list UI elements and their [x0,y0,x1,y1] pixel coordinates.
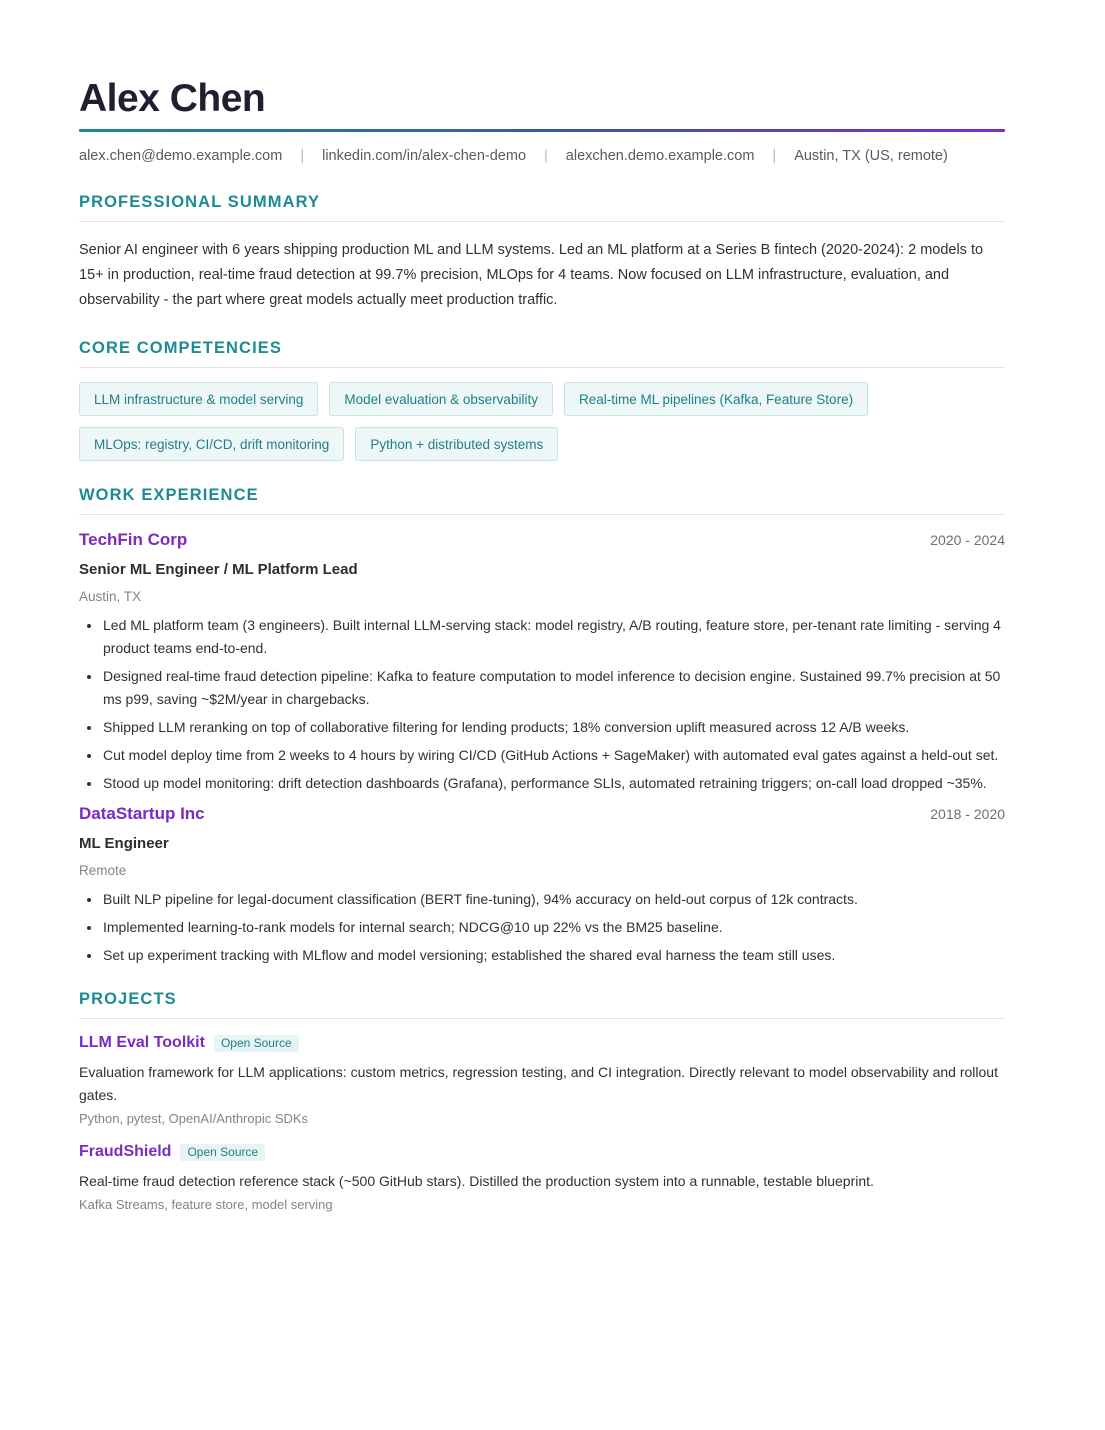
job-bullets [79,888,1005,967]
summary-section [79,192,1005,313]
section-title-summary: PROFESSIONAL SUMMARY [79,193,321,211]
job-entry [79,530,1005,795]
section-divider [79,367,1005,368]
project-description: Evaluation framework for LLM applications: custom metrics, regression testing, and CI integration. Directly relevant to model observability and rollout gates. [79,1064,998,1103]
job-bullets [79,614,1005,795]
job-bullet: Shipped LLM reranking on top of collaborative filtering for lending products; 18% conversion uplift measured across 12 A/B weeks. [79,716,1005,739]
job-bullet: Designed real-time fraud detection pipeline: Kafka to feature computation to model inference to decision engine. Sustained 99.7% precision at 50 ms p99, saving ~$2M/year in chargebacks. [79,665,1005,711]
project-header [79,1143,1005,1161]
job-company: TechFin Corp [79,530,188,549]
section-title-projects: PROJECTS [79,990,177,1008]
contact-bar [79,147,1005,165]
open-source-badge: Open Source [214,1035,299,1052]
section-title-competencies: CORE COMPETENCIES [79,339,282,357]
job-bullet: Built NLP pipeline for legal-document classification (BERT fine-tuning), 94% accuracy on held-out corpus of 12k contracts. [79,888,1005,911]
project-header [79,1034,1005,1052]
contact-separator: | [544,148,548,164]
competencies-section [79,338,1005,461]
project-entry [79,1034,1005,1126]
job-bullet: Implemented learning-to-rank models for internal search; NDCG@10 up 22% vs the BM25 baseline. [79,916,1005,939]
project-tech-stack: Kafka Streams, feature store, model serving [79,1197,333,1212]
job-bullet: Led ML platform team (3 engineers). Built internal LLM-serving stack: model registry, A/B routing, feature store, per-tenant rate limiting - serving 4 product teams end-to-end. [79,614,1005,660]
job-location: Remote [79,863,127,878]
candidate-name: Alex Chen [79,77,266,120]
project-name: FraudShield [79,1143,172,1160]
job-header [79,804,1005,824]
contact-location: Austin, TX (US, remote) [794,148,948,164]
section-divider [79,514,1005,515]
section-divider [79,1018,1005,1019]
competency-tag: MLOps: registry, CI/CD, drift monitoring [79,427,344,461]
header-divider [79,129,1005,132]
project-name: LLM Eval Toolkit [79,1034,205,1051]
competency-tag: Python + distributed systems [355,427,558,461]
competency-tag: Real-time ML pipelines (Kafka, Feature Store) [564,382,868,416]
job-location: Austin, TX [79,589,142,604]
competency-tag: LLM infrastructure & model serving [79,382,318,416]
project-tech-stack: Python, pytest, OpenAI/Anthropic SDKs [79,1111,309,1126]
contact-linkedin[interactable]: linkedin.com/in/alex-chen-demo [322,148,527,164]
job-bullet: Stood up model monitoring: drift detection dashboards (Grafana), performance SLIs, automated retraining triggers; on-call load dropped ~35%. [79,772,1005,795]
contact-separator: | [300,148,305,164]
contact-website[interactable]: alexchen.demo.example.com [565,148,755,164]
job-dates: 2018 - 2020 [930,806,1005,822]
job-entry [79,804,1005,967]
job-bullet: Set up experiment tracking with MLflow and model versioning; established the shared eval harness the team still uses. [79,944,1005,967]
job-role: Senior ML Engineer / ML Platform Lead [79,561,358,578]
job-role: ML Engineer [79,835,169,852]
job-dates: 2020 - 2024 [930,532,1005,548]
summary-text: Senior AI engineer with 6 years shipping production ML and LLM systems. Led an ML platform at a Series B fintech (2020-2024): 2 models to 15+ in production, real-time fraud detection at 99.7% precision, MLOps for 4 teams. Now focused on LLM infrastructure, evaluation, and observability - the part where great models actually meet production traffic. [79,242,984,308]
contact-separator: | [772,148,777,164]
project-entry [79,1143,1005,1212]
job-bullet: Cut model deploy time from 2 weeks to 4 hours by wiring CI/CD (GitHub Actions + SageMaker) with automated eval gates against a held-out set. [79,744,1005,767]
section-divider [79,221,1005,222]
projects-section [79,989,1005,1212]
competency-tags [79,382,1005,461]
open-source-badge: Open Source [180,1144,265,1161]
project-description: Real-time fraud detection reference stack (~500 GitHub stars). Distilled the production system into a runnable, testable blueprint. [79,1173,874,1189]
competency-tag: Model evaluation & observability [329,382,553,416]
job-header [79,530,1005,550]
experience-section [79,485,1005,967]
job-company: DataStartup Inc [79,804,205,823]
section-title-experience: WORK EXPERIENCE [79,486,259,504]
contact-email[interactable]: alex.chen@demo.example.com [79,148,283,164]
